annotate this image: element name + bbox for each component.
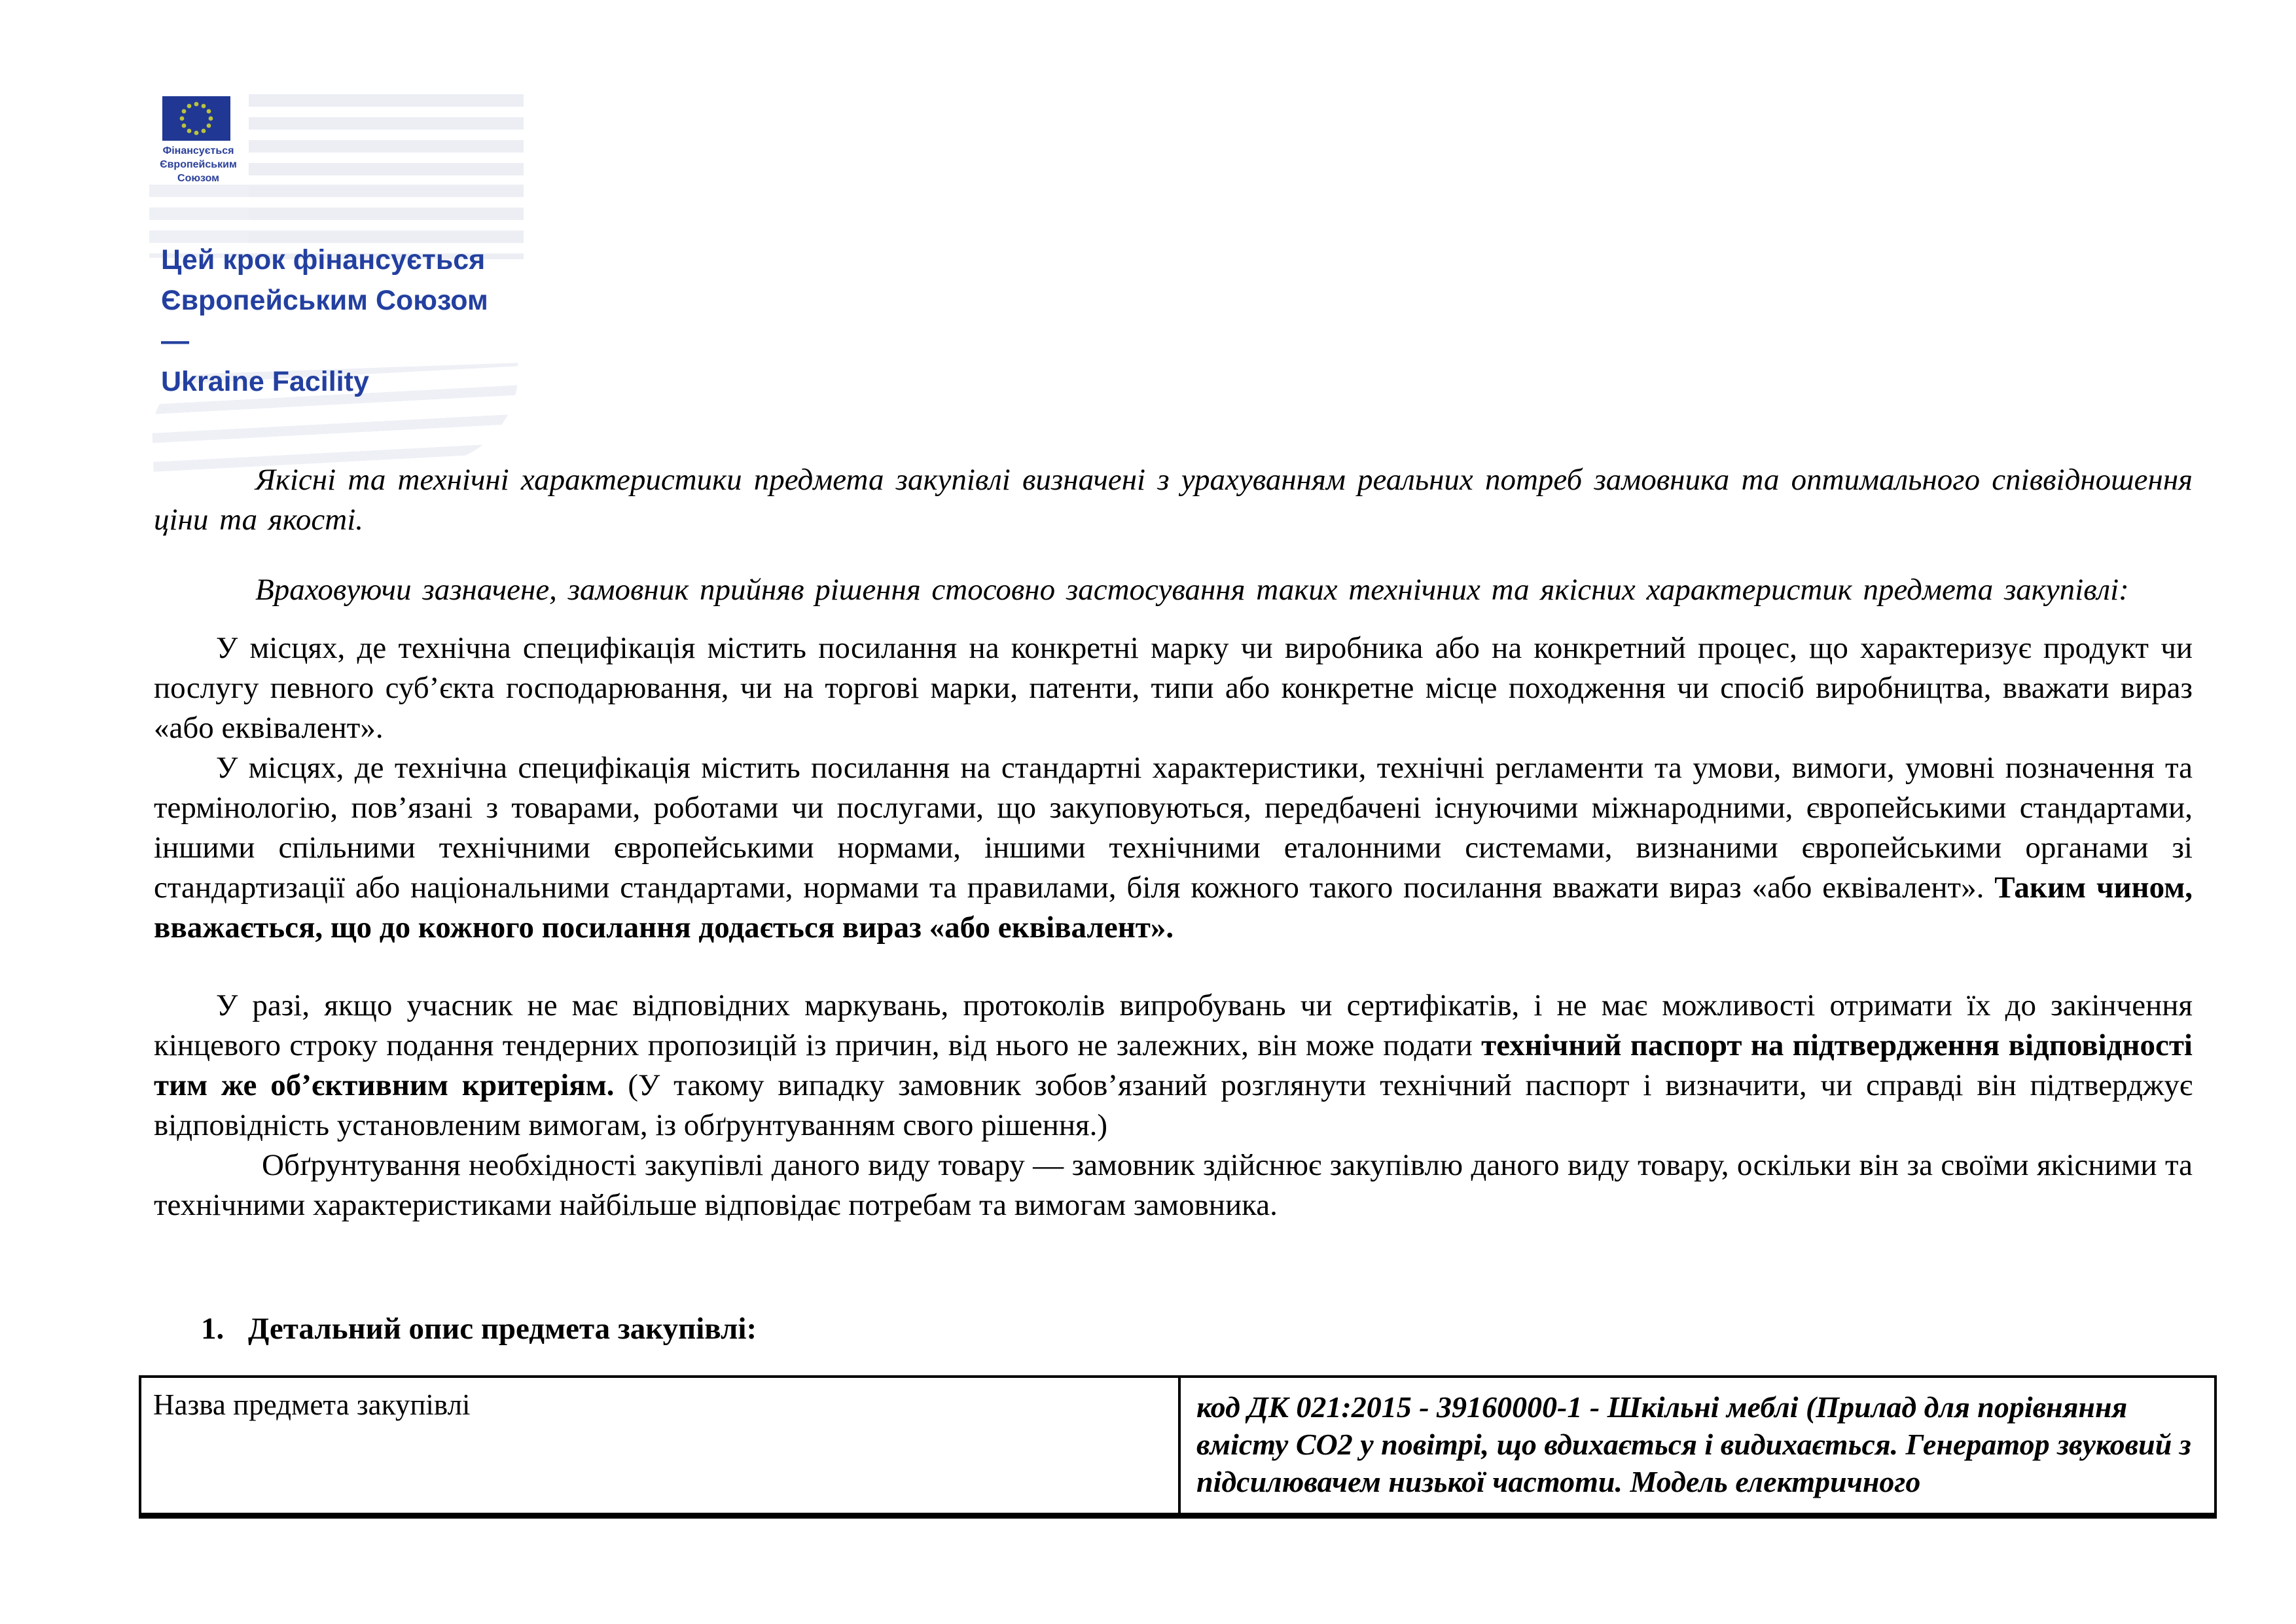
section-heading-title: Детальний опис предмета закупівлі:	[248, 1312, 757, 1346]
eu-flag-icon	[162, 96, 230, 141]
table-cell-subject-value: код ДК 021:2015 - 39160000-1 - Шкільні меблі (Прилад для порівняння вмісту СО2 у повітрі, що вдихається і видихається. Генератор звуковий з підсилювачем низької частоти. Модель електричного	[1179, 1377, 2215, 1515]
procurement-spec-table	[139, 1375, 2217, 1519]
paragraph-brand-equivalent: У місцях, де технічна специфікація містить посилання на конкретні марку чи виробника або на конкретний процес, що характеризує продукт чи послугу певного суб’єкта господарювання, чи на торгові марки, патенти, типи або конкретне місце походження чи спосіб виробництва, вважати вираз «або еквівалент».	[154, 631, 2193, 745]
table-cell-subject-label: Назва предмета закупівлі	[140, 1377, 1179, 1515]
paragraph-standards-equivalent: У місцях, де технічна специфікація містить посилання на стандартні характеристики, технічні регламенти та умови, вимоги, умовні позначення та термінологію, пов’язані з товарами, роботами чи послугами, що закуповуються, передбачені існуючими міжнародними, європейськими стандартами, іншими спільними технічними європейськими нормами, іншими технічними еталонними системами, визнаними європейськими органами зі стандартизації або національними стандартами, нормами та правилами, біля кожного такого посилання вважати вираз «або еквівалент». Таким чином, вважається, що до кожного посилання додається вираз «або еквівалент».	[154, 751, 2193, 945]
funding-tagline	[161, 240, 514, 402]
eu-flag-caption-line2: Європейським Союзом	[160, 159, 237, 184]
paragraph-technical-passport: У разі, якщо учасник не має відповідних маркувань, протоколів випробувань чи сертифікатів, і не має можливості отримати їх до закінчення кінцевого строку подання тендерних пропозицій із причин, від нього не залежних, він може подати технічний паспорт на підтвердження відповідності тим же об’єктивним критеріям. (У такому випадку замовник зобов’язаний розглянути технічний паспорт і визначити, чи справді він підтверджує відповідність установленим вимогам, із обґрунтуванням свого рішення.)	[154, 988, 2193, 1142]
funding-tagline-line2: Європейським Союзом —	[161, 285, 488, 357]
eu-flag-caption-line1: Фінансується	[162, 145, 234, 156]
paragraph-quality-criteria: Якісні та технічні характеристики предмета закупівлі визначені з урахуванням реальних потреб замовника та оптимального співвідношення ціни та якості.	[154, 463, 2193, 537]
eu-flag-caption	[140, 144, 257, 185]
document-body	[154, 460, 2193, 1519]
funding-tagline-line3: Ukraine Facility	[161, 366, 369, 397]
eu-ukraine-facility-logo	[149, 84, 524, 462]
section-heading-number: 1.	[201, 1312, 224, 1346]
paragraph-justification: Обґрунтування необхідності закупівлі даного виду товару — замовник здійснює закупівлю даного виду товару, оскільки він за своїми якісними та технічними характеристиками найбільше відповідає потребам та вимогам замовника.	[154, 1148, 2193, 1222]
paragraph-decision-intro: Враховуючи зазначене, замовник прийняв рішення стосовно застосування таких технічних та якісних характеристик предмета закупівлі:	[255, 573, 2129, 607]
table-row	[140, 1377, 2215, 1515]
funding-tagline-line1: Цей крок фінансується	[161, 244, 486, 276]
section-heading	[201, 1309, 2193, 1349]
